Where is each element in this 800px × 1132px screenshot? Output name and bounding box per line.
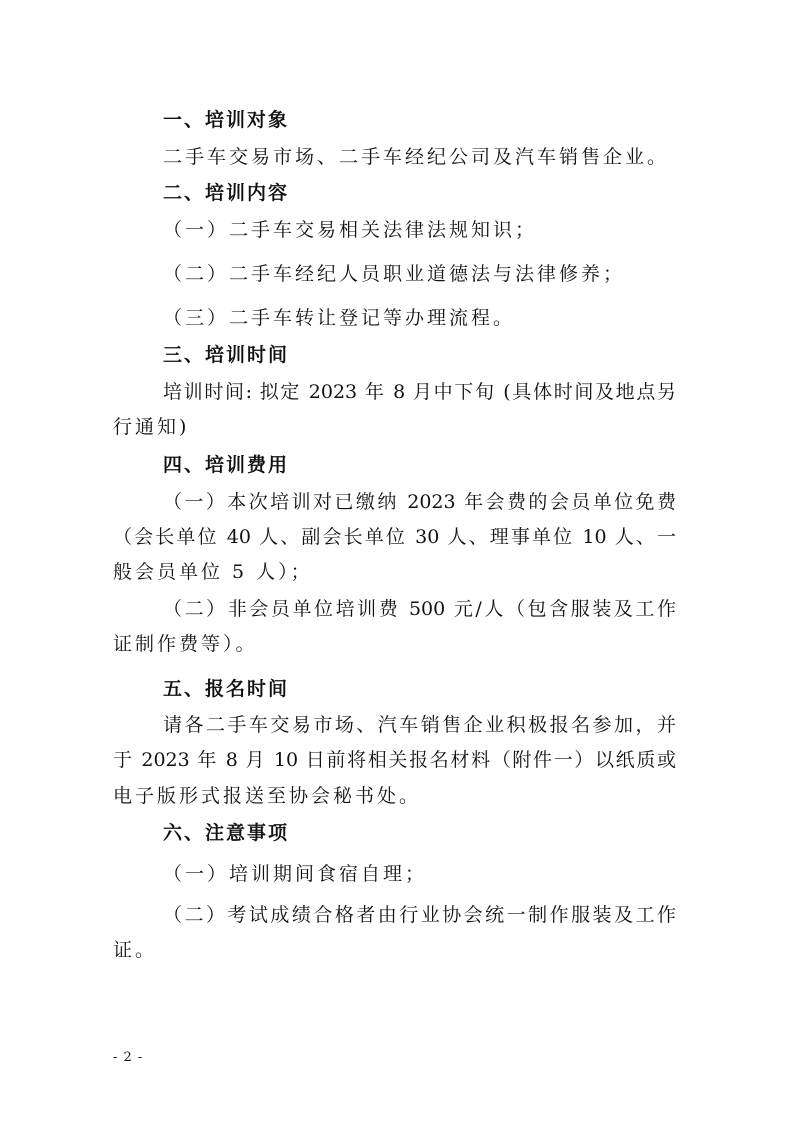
- section-heading-training-content: 二、培训内容: [163, 182, 290, 204]
- paragraph-training-time-line-2: 行通知): [113, 416, 190, 438]
- paragraph-note-2-line-1: （二）考试成绩合格者由行业协会统一制作服装及工作: [163, 904, 676, 926]
- paragraph-fee-item-2-line-2: 证制作费等）。: [113, 633, 258, 655]
- paragraph-registration-line-2: 于 2023 年 8 月 10 日前将相关报名材料（附件一）以纸质或: [113, 749, 676, 771]
- section-heading-training-target: 一、培训对象: [163, 109, 290, 131]
- paragraph-training-time-line-1: 培训时间: 拟定 2023 年 8 月中下旬 (具体时间及地点另: [163, 381, 676, 403]
- paragraph-registration-line-1: 请各二手车交易市场、汽车销售企业积极报名参加，并: [163, 714, 676, 736]
- paragraph-fee-item-2-line-1: （二）非会员单位培训费 500 元/人（包含服装及工作: [163, 598, 676, 620]
- list-item-note-1: （一）培训期间食宿自理；: [163, 863, 428, 885]
- paragraph-registration-line-3: 电子版形式报送至协会秘书处。: [113, 785, 422, 807]
- paragraph-fee-item-1-line-3: 般会员单位 5 人）；: [113, 561, 313, 583]
- list-item-content-2: （二）二手车经纪人员职业道德法与法律修养；: [163, 263, 626, 285]
- section-heading-training-fee: 四、培训费用: [163, 454, 290, 476]
- list-item-content-1: （一）二手车交易相关法律法规知识；: [163, 219, 538, 241]
- section-heading-notes: 六、注意事项: [163, 822, 290, 844]
- section-heading-training-time: 三、培训时间: [163, 344, 290, 366]
- paragraph-fee-item-1-line-2: （会长单位 40 人、副会长单位 30 人、理事单位 10 人、一: [113, 526, 676, 548]
- paragraph-training-target: 二手车交易市场、二手车经纪公司及汽车销售企业。: [163, 146, 670, 168]
- list-item-content-3: （三）二手车转让登记等办理流程。: [163, 307, 516, 329]
- paragraph-fee-item-1-line-1: （一）本次培训对已缴纳 2023 年会费的会员单位免费: [163, 491, 676, 513]
- page-number: - 2 -: [113, 1050, 144, 1065]
- paragraph-note-2-line-2: 证。: [113, 939, 158, 961]
- section-heading-registration-time: 五、报名时间: [163, 678, 290, 700]
